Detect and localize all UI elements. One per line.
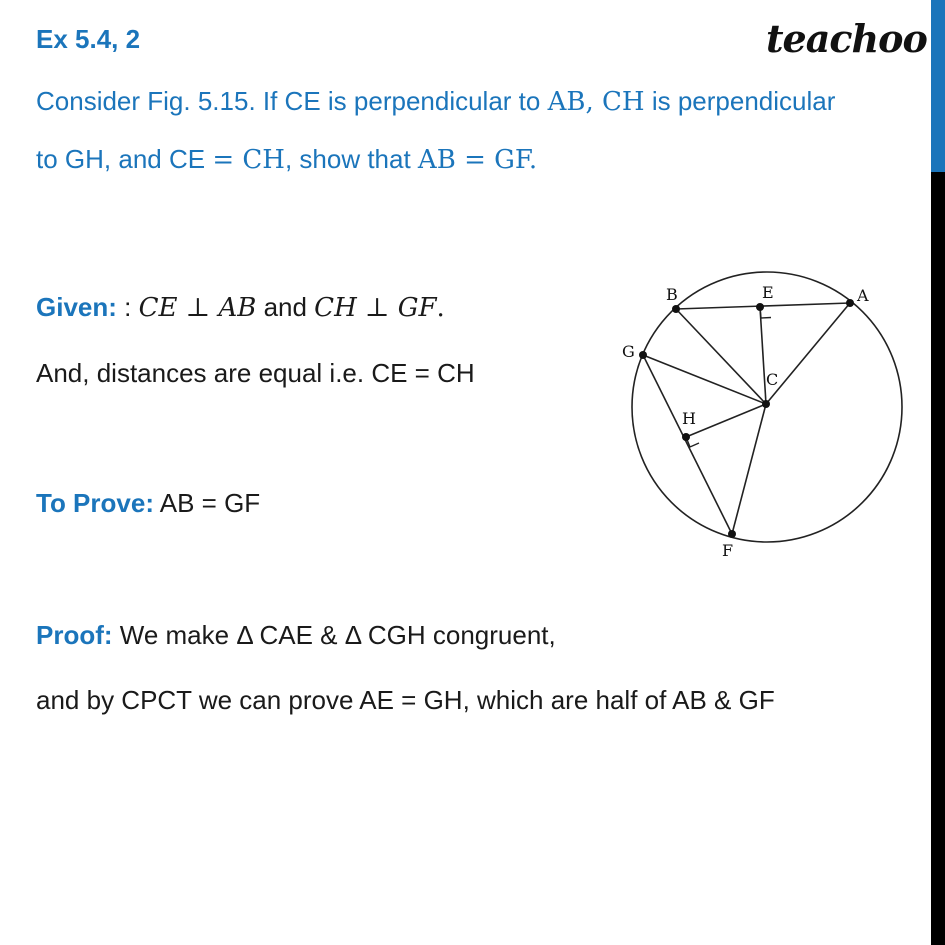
point-h xyxy=(682,433,690,441)
question-text-3: to GH, and CE xyxy=(36,144,213,174)
point-c xyxy=(762,400,770,408)
question-eq-2: = xyxy=(455,145,495,175)
to-prove-line xyxy=(36,488,260,519)
given-dot: . xyxy=(436,293,445,323)
proof-text: We make Δ CAE & Δ CGH congruent, xyxy=(112,620,556,650)
given-line xyxy=(36,292,445,323)
proof-line-2: and by CPCT we can prove AE = GH, which are half of AB & GF xyxy=(36,685,775,715)
given-gf: GF xyxy=(397,293,437,323)
question-ch-2: CH xyxy=(234,145,285,175)
given-ce: CE xyxy=(138,293,178,323)
circle-figure xyxy=(620,270,910,575)
proof-line-1 xyxy=(36,620,556,651)
point-b xyxy=(672,305,680,313)
point-g xyxy=(639,351,647,359)
given-and: and xyxy=(256,292,315,322)
question-ab: AB xyxy=(547,87,586,117)
segment-cb xyxy=(676,309,766,404)
geometry-diagram xyxy=(620,270,910,570)
proof-label: Proof: xyxy=(36,620,113,650)
question-text-4: , show that xyxy=(284,144,418,174)
label-g: G xyxy=(622,342,635,361)
distances-line: And, distances are equal i.e. CE = CH xyxy=(36,358,475,388)
question-text: Consider Fig. 5.15. If CE is perpendicular to xyxy=(36,86,548,116)
given-colon: : xyxy=(116,292,139,322)
given-perp-1: ⊥ xyxy=(177,293,219,323)
to-prove-text: AB = GF xyxy=(153,488,261,518)
point-e xyxy=(756,303,764,311)
given-ab: AB xyxy=(218,293,257,323)
question-line-1 xyxy=(36,88,835,115)
given-label: Given: xyxy=(36,292,117,322)
question-ab-2: AB xyxy=(417,145,456,175)
label-a: A xyxy=(857,286,869,305)
segment-cf xyxy=(732,404,766,534)
question-text-2: is perpendicular xyxy=(644,86,836,116)
given-perp-2: ⊥ xyxy=(356,293,398,323)
question-comma: , xyxy=(585,87,603,117)
exercise-label: Ex 5.4, 2 xyxy=(36,24,141,54)
question-ch: CH xyxy=(602,87,645,117)
right-edge-accent xyxy=(931,0,945,172)
question-end: . xyxy=(528,145,538,175)
question-gf: GF xyxy=(494,145,529,175)
segment-ca xyxy=(766,303,850,404)
label-e: E xyxy=(762,283,774,302)
point-f xyxy=(728,530,736,538)
label-c: C xyxy=(766,370,779,389)
question-eq: = xyxy=(212,145,235,175)
segment-ce xyxy=(760,307,766,404)
point-a xyxy=(846,299,854,307)
label-b: B xyxy=(666,285,678,304)
segment-cg xyxy=(643,355,766,404)
given-ch: CH xyxy=(314,293,357,323)
label-f: F xyxy=(722,541,734,560)
chord-gf xyxy=(643,355,732,534)
teachoo-logo: teachoo xyxy=(766,16,927,61)
segment-ch xyxy=(686,404,766,437)
question-line-2 xyxy=(36,146,537,173)
label-h: H xyxy=(682,409,696,428)
to-prove-label: To Prove: xyxy=(36,488,154,518)
